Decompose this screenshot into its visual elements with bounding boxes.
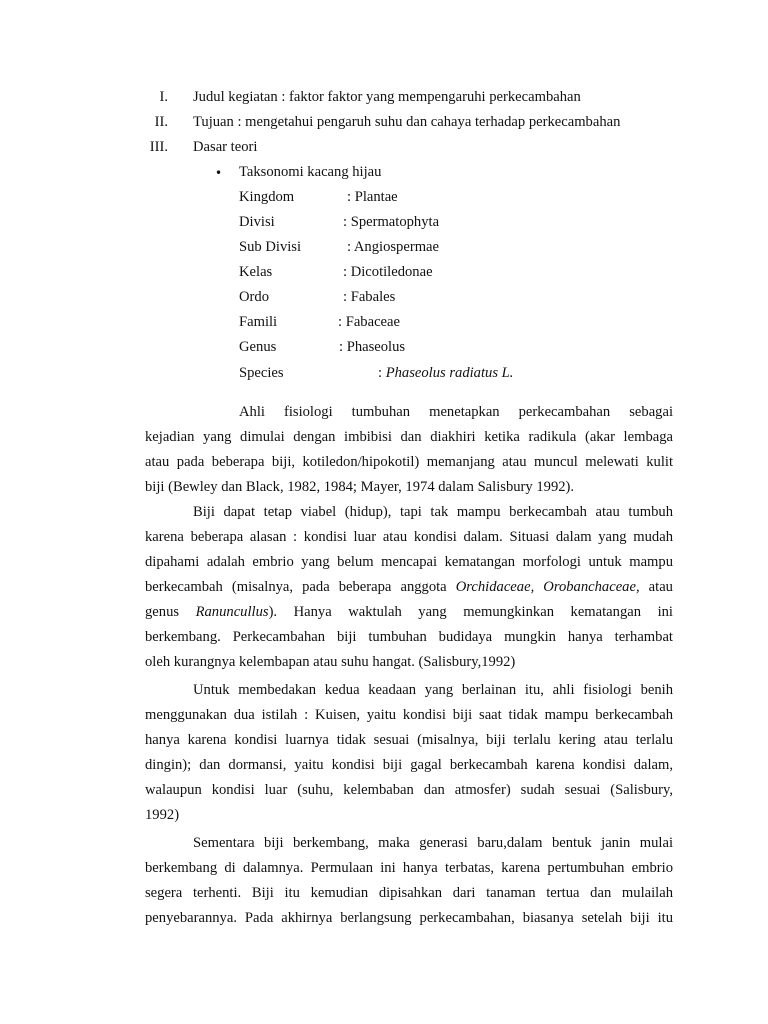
paragraph-line: berkembang di dalamnya. Permulaan ini hanya terbatas, karena pertumbuhan embrio xyxy=(145,860,673,876)
paragraph-line: genus Ranuncullus). Hanya waktulah yang memungkinkan kematangan ini xyxy=(145,604,673,620)
paragraph-line: atau pada beberapa biji, kotiledon/hipokotil) memanjang atau muncul melewati kulit xyxy=(145,454,673,470)
taxonomy-value-famili: : Fabaceae xyxy=(338,314,400,330)
outline-text-2: Tujuan : mengetahui pengaruh suhu dan cahaya terhadap perkecambahan xyxy=(193,114,621,130)
outline-text-1: Judul kegiatan : faktor faktor yang mempengaruhi perkecambahan xyxy=(193,89,581,105)
paragraph-line: walaupun kondisi luar (suhu, kelembaban dan atmosfer) sudah sesuai (Salisbury, xyxy=(145,782,673,798)
outline-number-2: II. xyxy=(154,114,168,130)
paragraph-line: Sementara biji berkembang, maka generasi baru,dalam bentuk janin mulai xyxy=(193,835,673,851)
paragraph-line: berkecambah (misalnya, pada beberapa anggota Orchidaceae, Orobanchaceae, atau xyxy=(145,579,673,595)
family-names-italic: Orchidaceae, Orobanchaceae, xyxy=(455,579,640,595)
genus-name-italic: Ranuncullus xyxy=(195,604,269,620)
paragraph-line: dipahami adalah embrio yang belum mencapai kematangan morfologi untuk mampu xyxy=(145,554,673,570)
paragraph-line: segera terhenti. Biji itu kemudian dipisahkan dari tanaman tertua dan mulailah xyxy=(145,885,673,901)
taxonomy-value-kingdom: : Plantae xyxy=(347,189,398,205)
paragraph-line: dingin); dan dormansi, yaitu kondisi biji gagal berkecambah karena kondisi dalam, xyxy=(145,757,673,773)
outline-text-3: Dasar teori xyxy=(193,139,258,155)
taxonomy-rank-subdivisi: Sub Divisi xyxy=(239,239,302,255)
paragraph-line: Biji dapat tetap viabel (hidup), tapi tak mampu berkecambah atau tumbuh xyxy=(193,504,673,520)
paragraph-line: Ahli fisiologi tumbuhan menetapkan perkecambahan sebagai xyxy=(239,404,673,420)
paragraph-line: biji (Bewley dan Black, 1982, 1984; Mayer, 1974 dalam Salisbury 1992). xyxy=(145,479,575,495)
paragraph-line: hanya karena kondisi luarnya tidak sesuai (misalnya, biji terlalu kering atau terlalu xyxy=(145,732,673,748)
taxonomy-value-genus: : Phaseolus xyxy=(339,339,406,355)
taxonomy-value-ordo: : Fabales xyxy=(343,289,396,305)
taxonomy-rank-ordo: Ordo xyxy=(239,289,269,305)
outline-number-1: I. xyxy=(159,89,168,105)
bullet-text: Taksonomi kacang hijau xyxy=(239,164,382,180)
taxonomy-rank-divisi: Divisi xyxy=(239,214,275,230)
paragraph-line: oleh kurangnya kelembapan atau suhu hangat. (Salisbury,1992) xyxy=(145,654,516,670)
paragraph-line: menggunakan dua istilah : Kuisen, yaitu kondisi biji saat tidak mampu berkecambah xyxy=(145,707,673,723)
species-italic-name: Phaseolus radiatus L. xyxy=(385,365,514,381)
taxonomy-rank-genus: Genus xyxy=(239,339,277,355)
taxonomy-value-kelas: : Dicotiledonae xyxy=(343,264,433,280)
taxonomy-rank-kingdom: Kingdom xyxy=(239,189,295,205)
paragraph-line: kejadian yang dimulai dengan imbibisi dan diakhiri ketika radikula (akar lembaga xyxy=(145,429,673,445)
taxonomy-rank-famili: Famili xyxy=(239,314,278,330)
paragraph-line: penyebarannya. Pada akhirnya berlangsung perkecambahan, biasanya setelah biji itu xyxy=(145,910,673,926)
bullet-icon: • xyxy=(215,166,223,180)
taxonomy-value-divisi: : Spermatophyta xyxy=(343,214,440,230)
taxonomy-rank-kelas: Kelas xyxy=(239,264,273,280)
outline-number-3: III. xyxy=(149,139,168,155)
taxonomy-rank-species: Species xyxy=(239,365,284,381)
paragraph-line: karena beberapa alasan : kondisi luar atau kondisi dalam. Situasi dalam yang mudah xyxy=(145,529,673,545)
paragraph-line: 1992) xyxy=(145,807,180,823)
taxonomy-value-subdivisi: : Angiospermae xyxy=(347,239,440,255)
paragraph-line: berkembang. Perkecambahan biji tumbuhan budidaya mungkin hanya terhambat xyxy=(145,629,673,645)
paragraph-line: Untuk membedakan kedua keadaan yang berlainan itu, ahli fisiologi benih xyxy=(193,682,673,698)
taxonomy-value-species: : Phaseolus radiatus L. xyxy=(378,365,514,381)
